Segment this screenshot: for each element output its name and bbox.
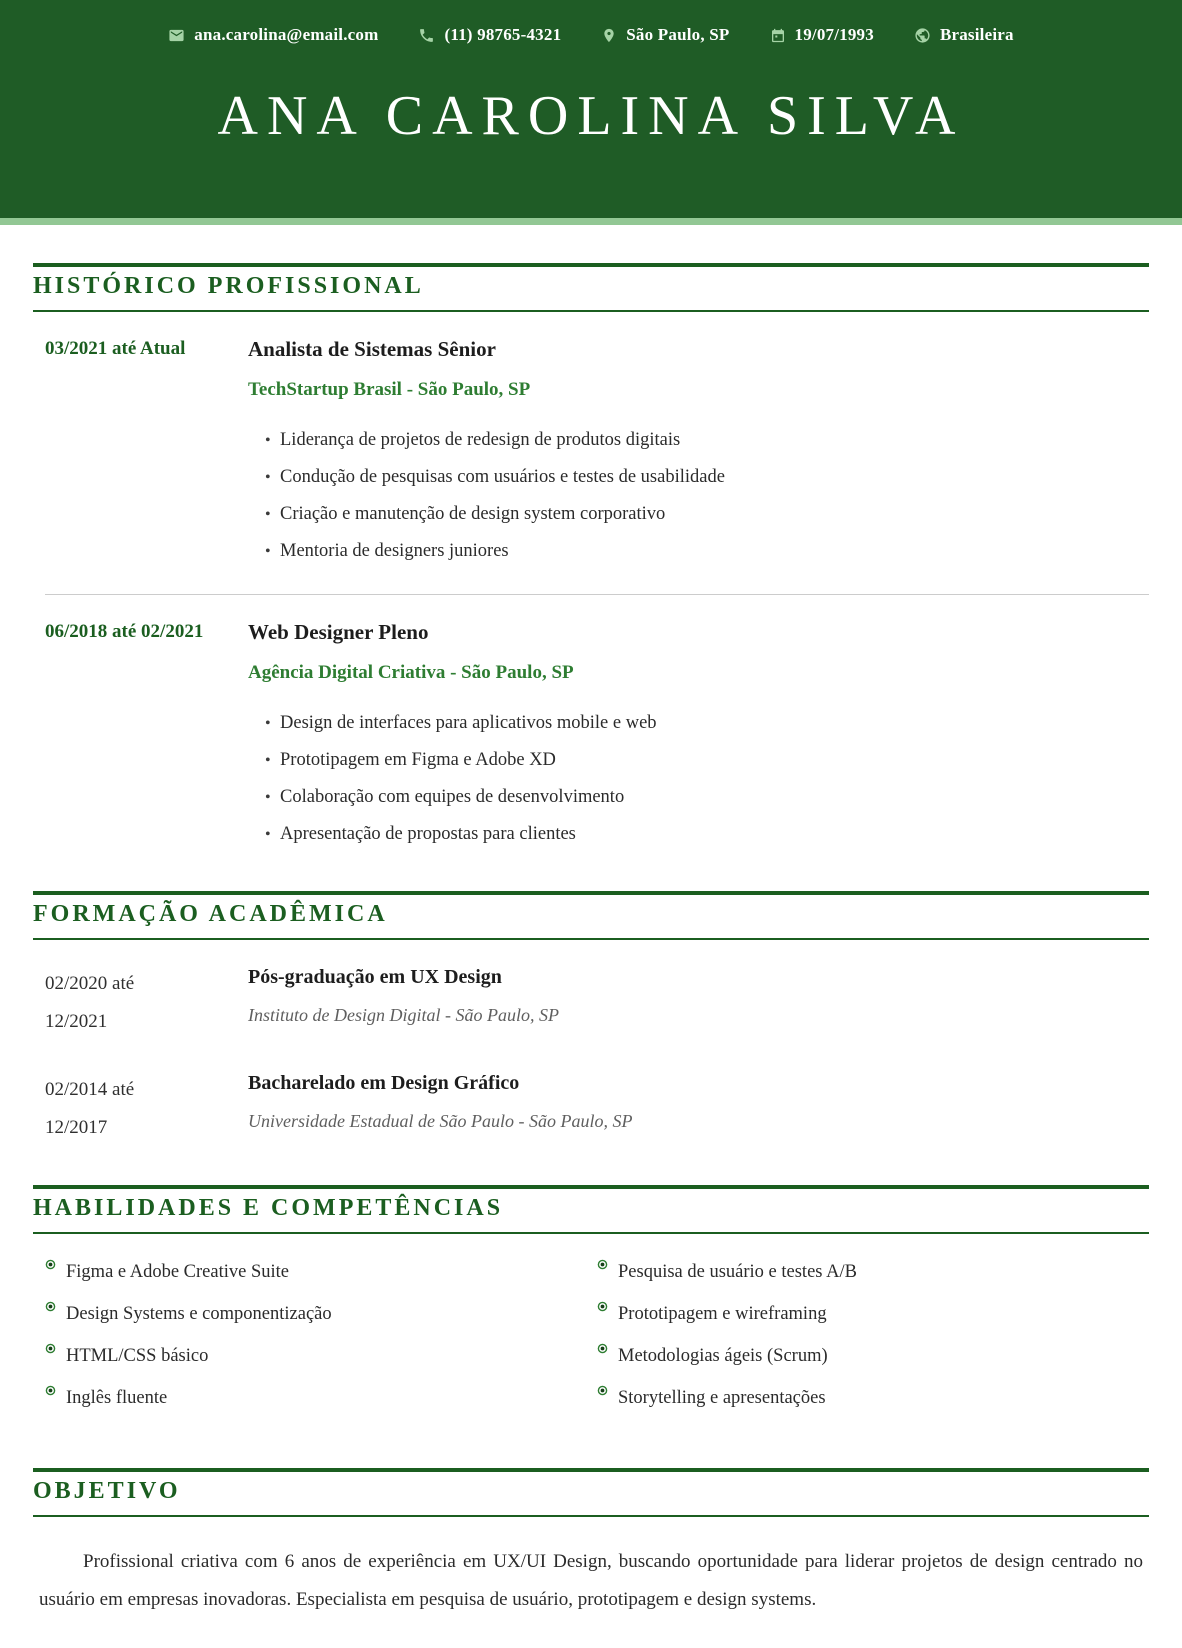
skill-text: Storytelling e apresentações <box>618 1388 826 1409</box>
location-icon <box>601 27 617 44</box>
education-2-institution: Universidade Estadual de São Paulo - São Paulo, SP <box>248 1111 633 1132</box>
section-header-objective <box>33 1468 1149 1517</box>
education-1-dates-line1: 02/2020 até <box>45 973 135 995</box>
section-header-skills <box>33 1185 1149 1234</box>
education-entry-1 <box>33 940 1149 1041</box>
skill-text: Pesquisa de usuário e testes A/B <box>618 1262 857 1283</box>
education-1-degree: Pós-graduação em UX Design <box>248 966 502 989</box>
contact-phone <box>418 25 561 45</box>
job-1-company: TechStartup Brasil - São Paulo, SP <box>248 379 531 401</box>
skill-text: Metodologias ágeis (Scrum) <box>618 1346 828 1367</box>
education-1-dates <box>33 965 248 1041</box>
education-2-degree: Bacharelado em Design Gráfico <box>248 1072 520 1095</box>
skill-item <box>597 1388 1149 1430</box>
section-header-experience <box>33 263 1149 312</box>
job-1-bullets <box>248 422 1149 570</box>
target-bullet-icon <box>45 1301 56 1312</box>
education-2-dates-line1: 02/2014 até <box>45 1079 135 1101</box>
person-name: ANA CAROLINA SILVA <box>217 85 965 147</box>
section-experience <box>33 263 1149 853</box>
job-2-body <box>248 620 1149 853</box>
education-2-dates-line2: 12/2017 <box>45 1117 108 1139</box>
job-1-bullet: • Liderança de projetos de redesign de produtos digitais <box>265 422 1149 459</box>
job-2-bullet: • Colaboração com equipes de desenvolvimento <box>265 779 1149 816</box>
education-2-body <box>248 1071 1149 1147</box>
job-1-bullet: • Mentoria de designers juniores <box>265 533 1149 570</box>
contact-email-text: ana.carolina@email.com <box>194 25 379 44</box>
header <box>0 0 1182 225</box>
resume-content <box>0 263 1182 1619</box>
target-bullet-icon <box>597 1385 608 1396</box>
target-bullet-icon <box>597 1343 608 1354</box>
section-title-education: FORMAÇÃO ACADÊMICA <box>33 901 388 928</box>
contact-nationality <box>914 25 1014 45</box>
contact-birthdate <box>770 25 874 45</box>
phone-icon <box>418 27 435 44</box>
job-2-company: Agência Digital Criativa - São Paulo, SP <box>248 662 574 684</box>
education-2-dates <box>33 1071 248 1147</box>
section-header-education <box>33 891 1149 940</box>
contact-row <box>0 0 1182 45</box>
skill-text: Figma e Adobe Creative Suite <box>66 1262 289 1283</box>
skill-item <box>597 1262 1149 1304</box>
contact-location-text: São Paulo, SP <box>626 25 730 44</box>
job-1-bullet: • Criação e manutenção de design system corporativo <box>265 496 1149 533</box>
skill-text: Prototipagem e wireframing <box>618 1304 827 1325</box>
skill-item <box>597 1304 1149 1346</box>
section-education <box>33 891 1149 1147</box>
section-skills <box>33 1185 1149 1430</box>
education-entry-2 <box>33 1041 1149 1147</box>
job-entry-1 <box>33 312 1149 570</box>
skill-item <box>45 1262 597 1304</box>
globe-icon <box>914 27 931 44</box>
education-1-body <box>248 965 1149 1041</box>
skill-item <box>45 1304 597 1346</box>
target-bullet-icon <box>597 1259 608 1270</box>
section-objective <box>33 1468 1149 1619</box>
job-2-bullet: • Apresentação de propostas para clientes <box>265 816 1149 853</box>
section-title-skills: HABILIDADES E COMPETÊNCIAS <box>33 1195 504 1222</box>
contact-birthdate-text: 19/07/1993 <box>794 25 874 44</box>
job-entry-2 <box>33 595 1149 853</box>
section-title-objective: OBJETIVO <box>33 1478 181 1505</box>
contact-location <box>601 25 729 45</box>
skills-column-right <box>597 1262 1149 1430</box>
target-bullet-icon <box>45 1385 56 1396</box>
email-icon <box>168 27 185 44</box>
skill-item <box>597 1346 1149 1388</box>
job-2-bullets <box>248 705 1149 853</box>
skill-text: HTML/CSS básico <box>66 1346 209 1367</box>
skill-text: Inglês fluente <box>66 1388 168 1409</box>
job-2-bullet: • Design de interfaces para aplicativos mobile e web <box>265 705 1149 742</box>
education-1-institution: Instituto de Design Digital - São Paulo, SP <box>248 1005 559 1026</box>
job-1-title: Analista de Sistemas Sênior <box>248 337 496 361</box>
objective-text: Profissional criativa com 6 anos de experiência em UX/UI Design, buscando oportunidade para liderar projetos de design centrado no usuário em empresas inovadoras. Especialista em pesquisa de usuário, prototipagem e design systems. <box>39 1551 1143 1611</box>
contact-phone-text: (11) 98765-4321 <box>444 25 562 44</box>
contact-email <box>168 25 378 45</box>
job-1-dates: 03/2021 até Atual <box>45 338 186 359</box>
section-title-experience: HISTÓRICO PROFISSIONAL <box>33 273 424 299</box>
job-1-body <box>248 337 1149 570</box>
job-1-bullet: • Condução de pesquisas com usuários e testes de usabilidade <box>265 459 1149 496</box>
job-2-bullet: • Prototipagem em Figma e Adobe XD <box>265 742 1149 779</box>
target-bullet-icon <box>45 1259 56 1270</box>
education-1-dates-line2: 12/2021 <box>45 1011 108 1033</box>
target-bullet-icon <box>45 1343 56 1354</box>
skill-item <box>45 1346 597 1388</box>
skills-grid <box>33 1262 1149 1430</box>
job-2-title: Web Designer Pleno <box>248 620 429 645</box>
job-2-dates: 06/2018 até 02/2021 <box>45 621 204 643</box>
skill-text: Design Systems e componentização <box>66 1304 332 1325</box>
calendar-icon <box>770 27 786 44</box>
target-bullet-icon <box>597 1301 608 1312</box>
skills-column-left <box>45 1262 597 1430</box>
skill-item <box>45 1388 597 1430</box>
contact-nationality-text: Brasileira <box>939 25 1014 44</box>
